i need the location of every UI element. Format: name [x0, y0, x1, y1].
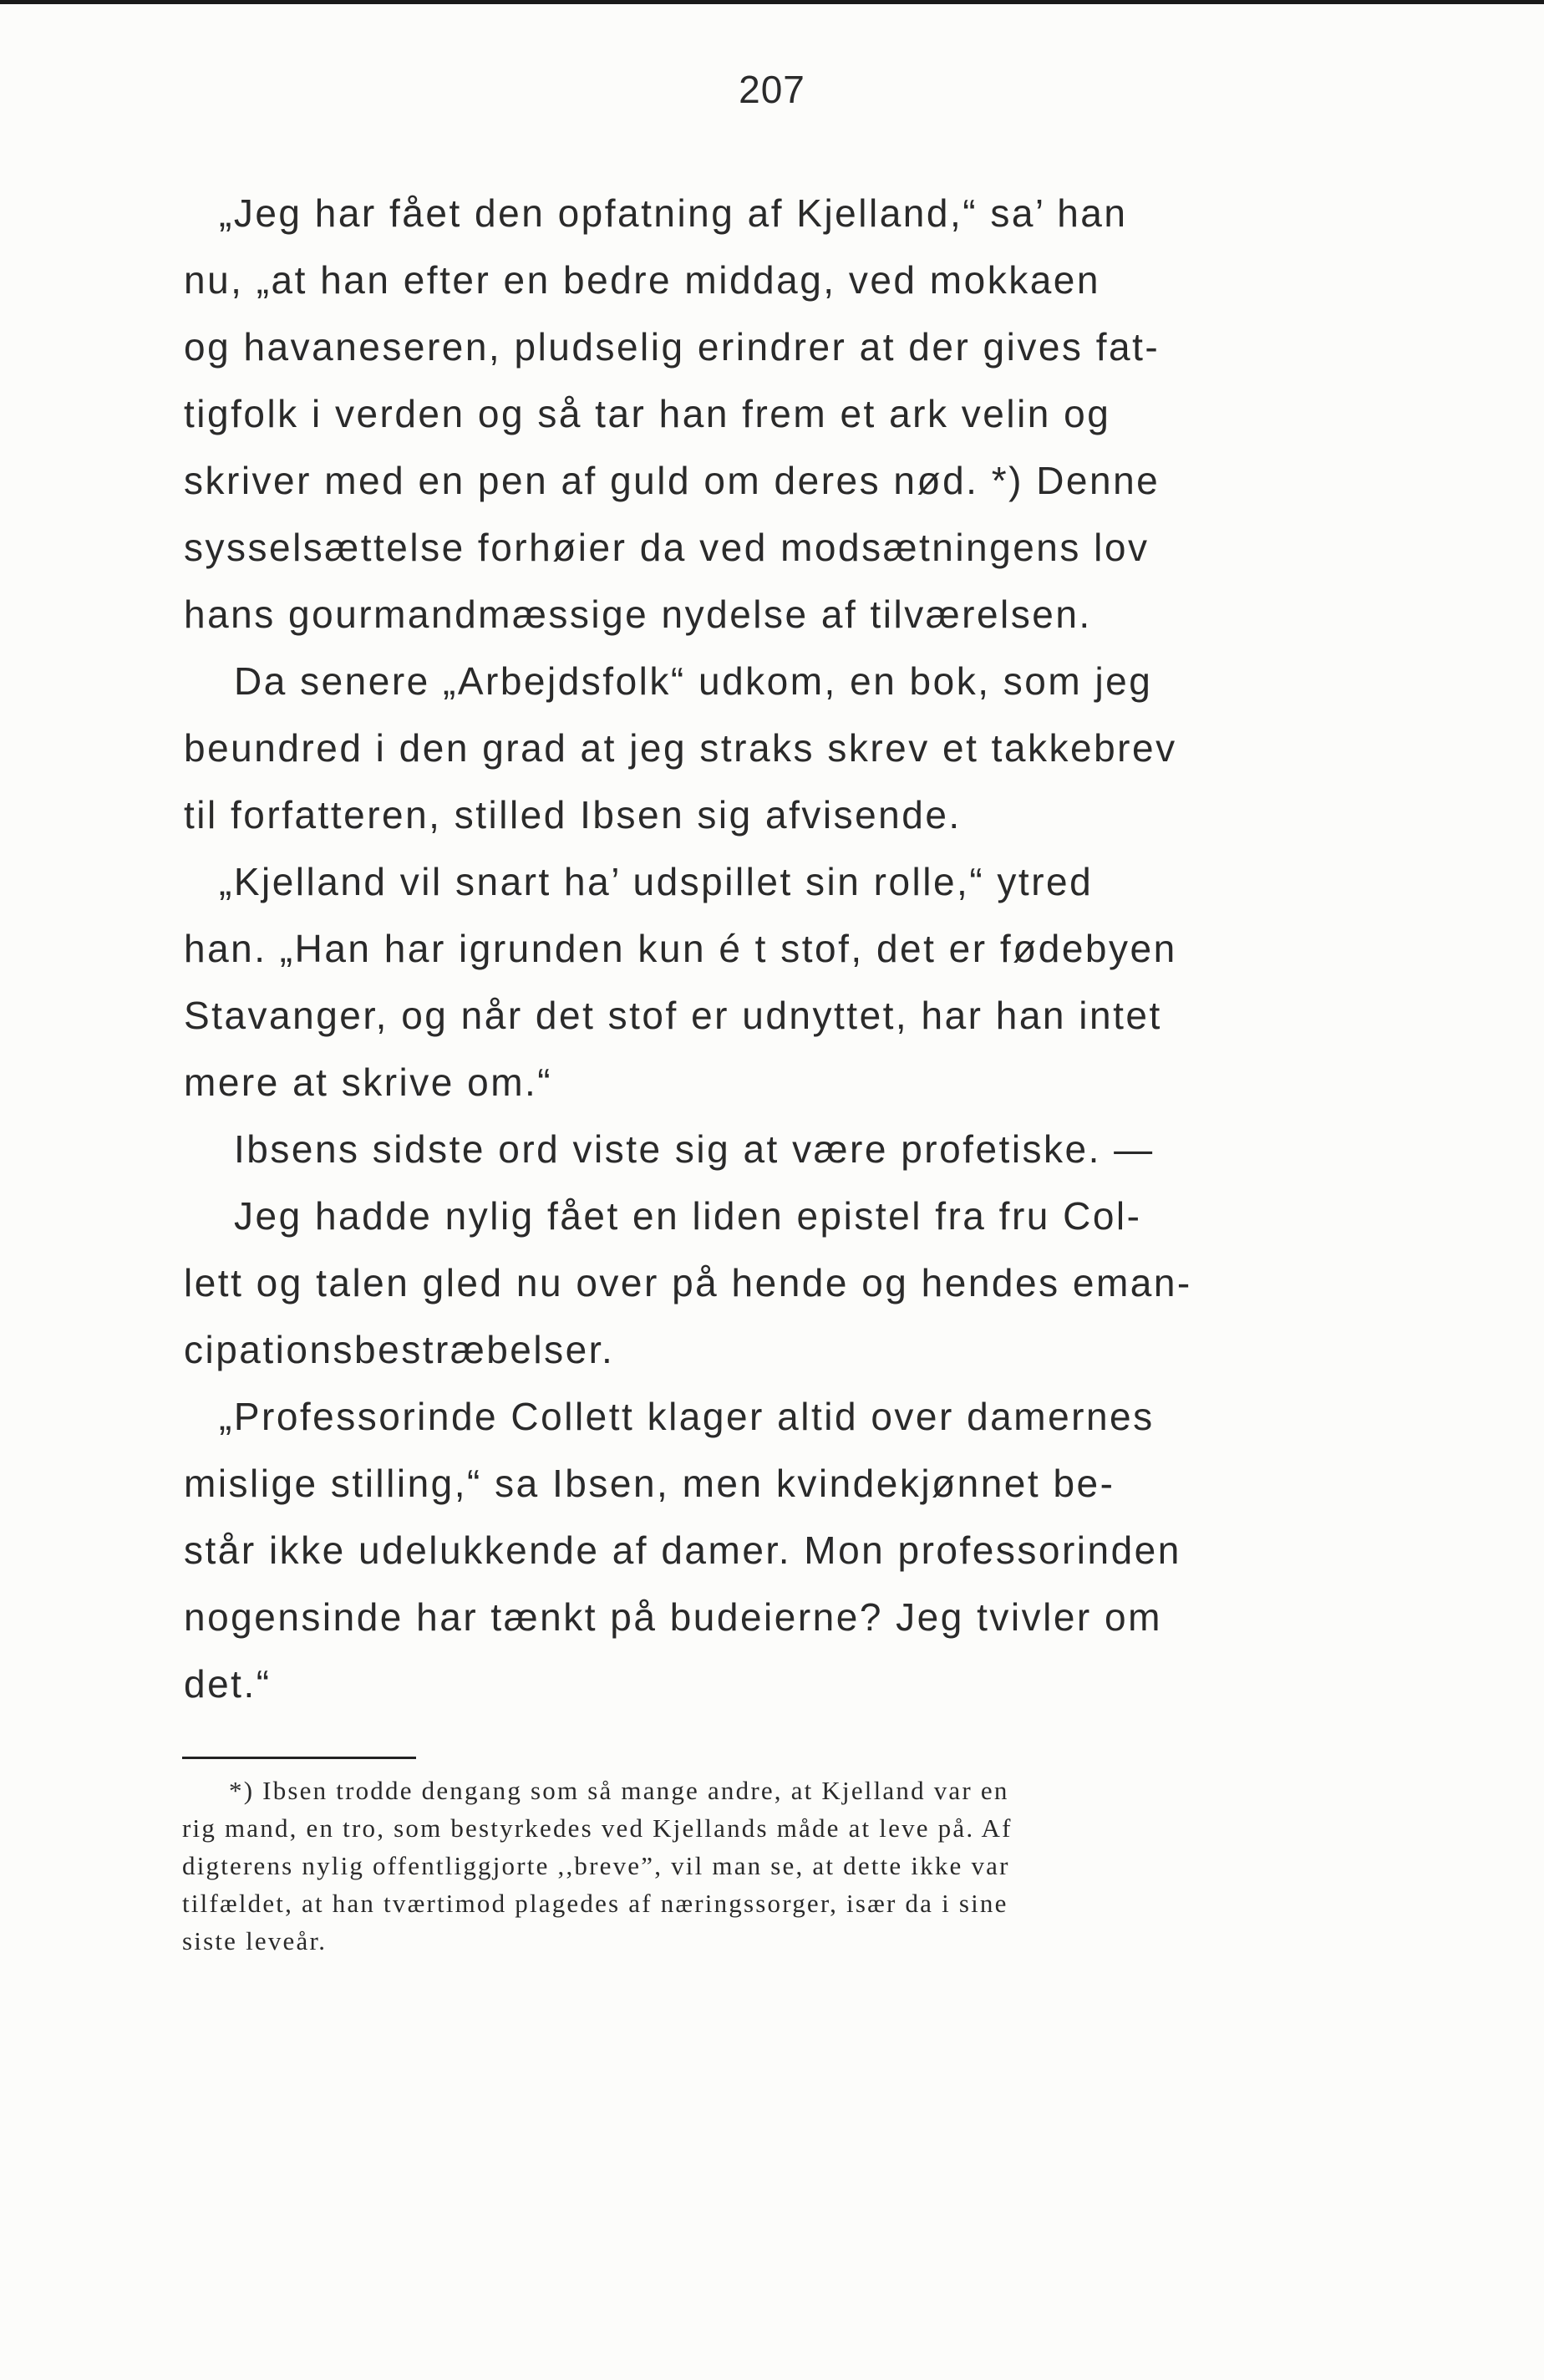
- body-line: til forfatteren, stilled Ibsen sig afvisende.: [184, 793, 962, 837]
- footnote-line: digterens nylig offentliggjorte ,,breve”, vil man se, at dette ikke var: [182, 1851, 1010, 1880]
- body-line: „Jeg har fået den opfatning af Kjelland,“ sa’ han: [219, 191, 1128, 235]
- body-line: hans gourmandmæssige nydelse af tilværelsen.: [184, 592, 1092, 636]
- body-line: beundred i den grad at jeg straks skrev et takkebrev: [184, 726, 1177, 770]
- body-line: nu, „at han efter en bedre middag, ved mokkaen: [184, 258, 1100, 302]
- scan-top-edge: [0, 0, 1544, 4]
- body-line: „Professorinde Collett klager altid over damernes: [219, 1395, 1155, 1438]
- body-line: Jeg hadde nylig fået en liden epistel fra fru Col-: [234, 1194, 1142, 1238]
- body-text: [184, 180, 1220, 1717]
- body-line: cipationsbestræbelser.: [184, 1328, 615, 1371]
- body-line: han. „Han har igrunden kun é t stof, det er fødebyen: [184, 927, 1177, 970]
- body-line: Ibsens sidste ord viste sig at være profetiske. —: [234, 1127, 1155, 1171]
- body-line: sysselsættelse forhøier da ved modsætningens lov: [184, 526, 1150, 569]
- page-number: 207: [739, 68, 805, 111]
- body-line: „Kjelland vil snart ha’ udspillet sin rolle,“ ytred: [219, 860, 1094, 903]
- body-line: mislige stilling,“ sa Ibsen, men kvindekjønnet be-: [184, 1462, 1115, 1505]
- body-line: mere at skrive om.“: [184, 1060, 553, 1104]
- body-line: Da senere „Arbejdsfolk“ udkom, en bok, som jeg: [234, 659, 1153, 703]
- body-line: tigfolk i verden og så tar han frem et ark velin og: [184, 392, 1111, 435]
- footnote-line: siste leveår.: [182, 1926, 328, 1955]
- body-line: og havaneseren, pludselig erindrer at der gives fat-: [184, 325, 1161, 369]
- body-line: nogensinde har tænkt på budeierne? Jeg tvivler om: [184, 1595, 1162, 1639]
- body-line: Stavanger, og når det stof er udnyttet, har han intet: [184, 994, 1162, 1037]
- body-line: står ikke udelukkende af damer. Mon professorinden: [184, 1528, 1181, 1572]
- footnote-rule: [182, 1757, 416, 1759]
- footnote-line: rig mand, en tro, som bestyrkedes ved Kjellands måde at leve på. Af: [182, 1813, 1013, 1843]
- footnote-line: tilfældet, at han tværtimod plagedes af næringssorger, især da i sine: [182, 1889, 1008, 1918]
- footnote: [182, 1772, 1218, 1960]
- body-line: lett og talen gled nu over på hende og hendes eman-: [184, 1261, 1192, 1304]
- body-line: skriver med en pen af guld om deres nød. *) Denne: [184, 459, 1161, 502]
- body-line: det.“: [184, 1662, 272, 1706]
- footnote-line: *) Ibsen trodde dengang som så mange andre, at Kjelland var en: [229, 1776, 1009, 1805]
